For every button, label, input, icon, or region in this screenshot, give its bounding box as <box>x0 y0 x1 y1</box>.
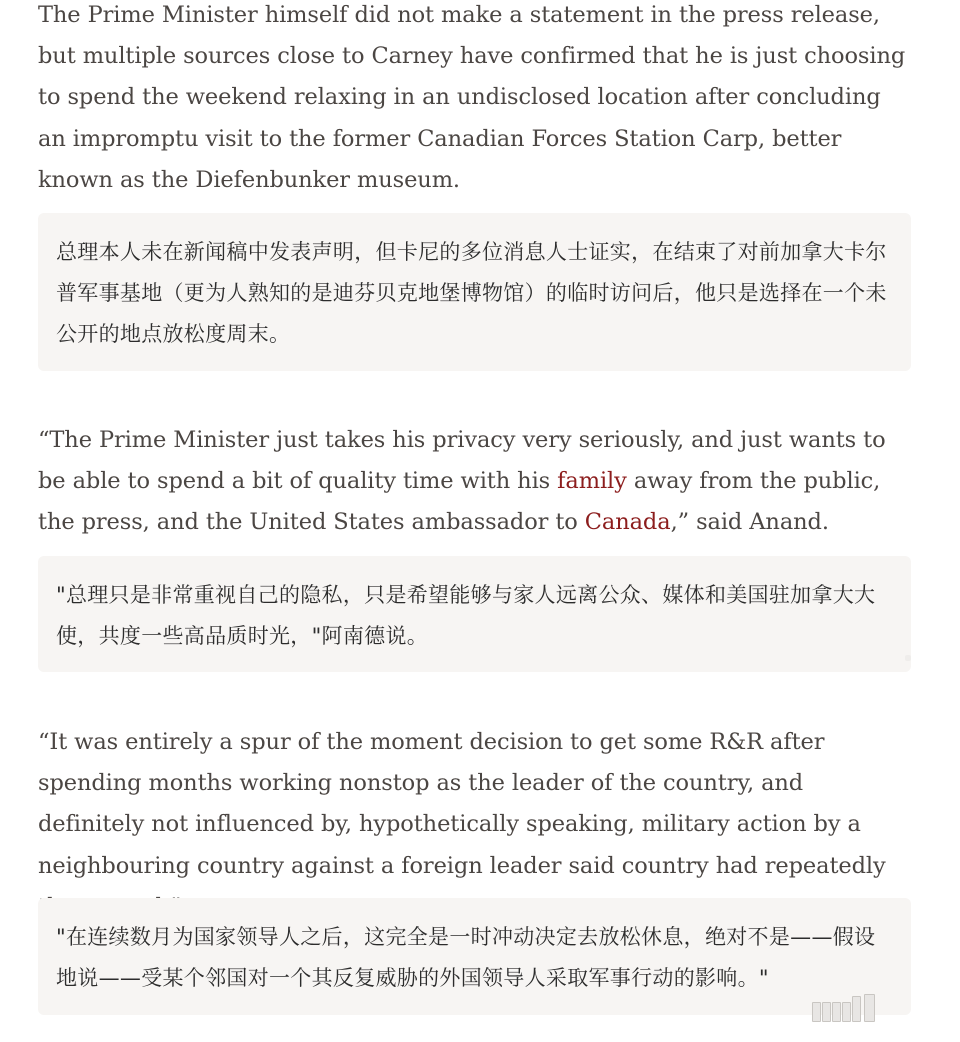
translation-3-text: "在连续数月为国家领导人之后，这完全是一时冲动决定去放松休息，绝对不是——假设地说——受某个邻国对一个其反复威胁的外国领导人采取军事行动的影响。" <box>56 925 876 990</box>
translation-1-text: 总理本人未在新闻稿中发表声明，但卡尼的多位消息人士证实，在结束了对前加拿大卡尔普军事基地（更为人熟知的是迪芬贝克地堡博物馆）的临时访问后，他只是选择在一个未公开的地点放松度周末。 <box>56 240 887 346</box>
corner-dot-icon <box>905 655 911 661</box>
paragraph-2-text-c: ,” said Anand. <box>670 509 829 536</box>
paragraph-2-text-a: “The Prime Minister just takes his privacy very seriously, and just wants to be able to spend a bit of quality time with his <box>38 427 886 495</box>
paragraph-1 <box>38 0 911 201</box>
family-link[interactable]: family <box>557 468 627 495</box>
paragraph-2-text-b: away from the public, the press, and the United States ambassador to <box>38 468 881 536</box>
translation-2-text: "总理只是非常重视自己的隐私，只是希望能够与家人远离公众、媒体和美国驻加拿大大使，共度一些高品质时光，"阿南德说。 <box>56 583 876 648</box>
translation-block-3 <box>38 898 911 1015</box>
canada-link[interactable]: Canada <box>584 509 671 536</box>
translation-block-2 <box>38 556 911 672</box>
paragraph-1-text: The Prime Minister himself did not make a statement in the press release, but multiple sources close to Carney have confirmed that he is just choosing to spend the weekend relaxing in an undisclosed location after concluding an impromptu visit to the former Canadian Forces Station Carp, better known as the Diefenbunker museum. <box>38 2 906 193</box>
translation-block-1 <box>38 213 911 371</box>
weibo-bars-icon <box>810 992 880 1022</box>
paragraph-3-text: “It was entirely a spur of the moment decision to get some R&R after spending months working nonstop as the leader of the country, and definitely not influenced by, hypothetically speaking, military action by a neighbouring country against a foreign leader said country had repeatedly <box>38 729 886 879</box>
paragraph-2 <box>38 420 911 544</box>
